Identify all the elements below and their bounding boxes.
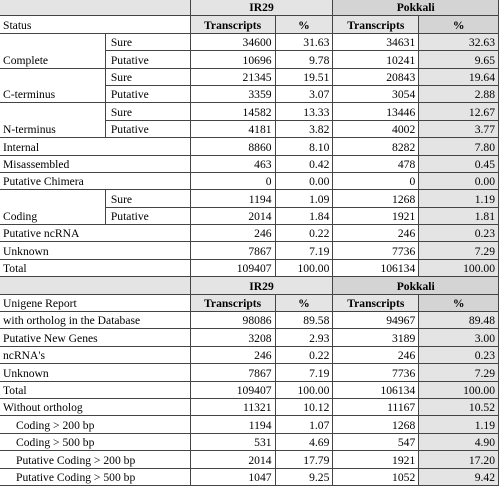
status-row bbox=[0, 138, 499, 155]
value-cell: 10696 bbox=[190, 51, 275, 68]
unigene-label: Putative Coding > 200 bp bbox=[0, 451, 190, 468]
value-cell: 34631 bbox=[333, 33, 419, 50]
status-row bbox=[0, 172, 499, 189]
status-row bbox=[0, 242, 499, 259]
value-cell: 9.25 bbox=[275, 468, 333, 485]
status-row bbox=[0, 103, 499, 120]
unigene-row bbox=[0, 381, 499, 398]
value-cell: 4002 bbox=[333, 120, 419, 137]
value-cell: 1047 bbox=[190, 468, 275, 485]
status-category: Complete bbox=[0, 33, 105, 68]
value-cell: 89.58 bbox=[275, 312, 333, 329]
value-cell: 13.33 bbox=[275, 103, 333, 120]
unigene-row bbox=[0, 398, 499, 415]
value-cell: 0.22 bbox=[275, 346, 333, 363]
value-cell: 246 bbox=[333, 225, 419, 242]
value-cell: 31.63 bbox=[275, 33, 333, 50]
top-group-header-pokkali: Pokkali bbox=[333, 0, 499, 16]
value-cell: 1921 bbox=[333, 207, 419, 224]
value-cell: 0.00 bbox=[275, 172, 333, 189]
status-row bbox=[0, 190, 499, 207]
value-cell: 100.00 bbox=[275, 381, 333, 398]
value-cell: 1194 bbox=[190, 416, 275, 433]
unigene-label: Without ortholog bbox=[0, 398, 190, 415]
value-cell: 7736 bbox=[333, 242, 419, 259]
top-col-header: Transcripts bbox=[190, 16, 275, 33]
unigene-label: Total bbox=[0, 381, 190, 398]
unigene-label: Unknown bbox=[0, 364, 190, 381]
top-col-header: % bbox=[275, 16, 333, 33]
status-subcategory: Putative bbox=[105, 120, 190, 137]
top-column-header-row bbox=[0, 16, 499, 33]
value-cell: 7867 bbox=[190, 364, 275, 381]
status-category: Unknown bbox=[0, 242, 190, 259]
top-blank-header-cell bbox=[0, 0, 190, 16]
top-group-header-row bbox=[0, 0, 499, 16]
value-cell: 11321 bbox=[190, 398, 275, 415]
value-cell: 20843 bbox=[333, 68, 419, 85]
value-cell: 7.19 bbox=[275, 242, 333, 259]
bottom-col-header: Transcripts bbox=[333, 294, 419, 311]
status-category: Putative Chimera bbox=[0, 172, 190, 189]
status-category: Misassembled bbox=[0, 155, 190, 172]
value-cell: 1.84 bbox=[275, 207, 333, 224]
value-cell: 246 bbox=[190, 225, 275, 242]
value-cell: 109407 bbox=[190, 259, 275, 276]
value-cell: 2014 bbox=[190, 451, 275, 468]
value-cell: 0.42 bbox=[275, 155, 333, 172]
value-cell: 3054 bbox=[333, 85, 419, 102]
value-cell: 246 bbox=[190, 346, 275, 363]
unigene-label: Coding > 200 bp bbox=[0, 416, 190, 433]
value-cell: 10241 bbox=[333, 51, 419, 68]
value-cell: 100.00 bbox=[275, 259, 333, 276]
status-label: Status bbox=[0, 16, 190, 33]
unigene-report-label: Unigene Report bbox=[0, 294, 190, 311]
value-cell: 89.48 bbox=[419, 312, 499, 329]
unigene-row bbox=[0, 312, 499, 329]
value-cell: 246 bbox=[333, 346, 419, 363]
status-row bbox=[0, 225, 499, 242]
unigene-row bbox=[0, 416, 499, 433]
value-cell: 100.00 bbox=[419, 259, 499, 276]
value-cell: 478 bbox=[333, 155, 419, 172]
value-cell: 9.78 bbox=[275, 51, 333, 68]
value-cell: 34600 bbox=[190, 33, 275, 50]
value-cell: 1052 bbox=[333, 468, 419, 485]
status-row bbox=[0, 155, 499, 172]
value-cell: 7.19 bbox=[275, 364, 333, 381]
value-cell: 3.77 bbox=[419, 120, 499, 137]
value-cell: 547 bbox=[333, 433, 419, 450]
bottom-blank-header-cell bbox=[0, 277, 190, 294]
value-cell: 8.10 bbox=[275, 138, 333, 155]
value-cell: 1268 bbox=[333, 416, 419, 433]
value-cell: 1921 bbox=[333, 451, 419, 468]
bottom-group-header-ir29: IR29 bbox=[190, 277, 333, 294]
value-cell: 4.90 bbox=[419, 433, 499, 450]
status-subcategory: Putative bbox=[105, 51, 190, 68]
value-cell: 2.88 bbox=[419, 85, 499, 102]
value-cell: 7.80 bbox=[419, 138, 499, 155]
value-cell: 32.63 bbox=[419, 33, 499, 50]
unigene-row bbox=[0, 433, 499, 450]
status-subcategory: Sure bbox=[105, 190, 190, 207]
status-subcategory: Putative bbox=[105, 85, 190, 102]
value-cell: 10.52 bbox=[419, 398, 499, 415]
unigene-row bbox=[0, 329, 499, 346]
value-cell: 94967 bbox=[333, 312, 419, 329]
value-cell: 1.07 bbox=[275, 416, 333, 433]
value-cell: 10.12 bbox=[275, 398, 333, 415]
value-cell: 1.09 bbox=[275, 190, 333, 207]
bottom-col-header: % bbox=[275, 294, 333, 311]
unigene-row bbox=[0, 451, 499, 468]
status-category: N-terminus bbox=[0, 103, 105, 138]
value-cell: 463 bbox=[190, 155, 275, 172]
status-category: Total bbox=[0, 259, 190, 276]
value-cell: 1.19 bbox=[419, 416, 499, 433]
status-subcategory: Sure bbox=[105, 103, 190, 120]
value-cell: 11167 bbox=[333, 398, 419, 415]
unigene-label: Putative Coding > 500 bp bbox=[0, 468, 190, 485]
status-subcategory: Sure bbox=[105, 33, 190, 50]
value-cell: 0.23 bbox=[419, 346, 499, 363]
value-cell: 17.79 bbox=[275, 451, 333, 468]
value-cell: 106134 bbox=[333, 381, 419, 398]
status-subcategory: Putative bbox=[105, 207, 190, 224]
unigene-label: Coding > 500 bp bbox=[0, 433, 190, 450]
top-group-header-ir29: IR29 bbox=[190, 0, 333, 16]
unigene-label: with ortholog in the Database bbox=[0, 312, 190, 329]
value-cell: 8282 bbox=[333, 138, 419, 155]
status-row bbox=[0, 259, 499, 276]
value-cell: 109407 bbox=[190, 381, 275, 398]
value-cell: 98086 bbox=[190, 312, 275, 329]
value-cell: 7.29 bbox=[419, 242, 499, 259]
status-row bbox=[0, 33, 499, 50]
value-cell: 3359 bbox=[190, 85, 275, 102]
value-cell: 0.00 bbox=[419, 172, 499, 189]
value-cell: 8860 bbox=[190, 138, 275, 155]
value-cell: 7867 bbox=[190, 242, 275, 259]
value-cell: 3208 bbox=[190, 329, 275, 346]
value-cell: 3.00 bbox=[419, 329, 499, 346]
top-col-header: Transcripts bbox=[333, 16, 419, 33]
value-cell: 1.19 bbox=[419, 190, 499, 207]
value-cell: 21345 bbox=[190, 68, 275, 85]
value-cell: 2014 bbox=[190, 207, 275, 224]
value-cell: 14582 bbox=[190, 103, 275, 120]
status-subcategory: Sure bbox=[105, 68, 190, 85]
value-cell: 0.23 bbox=[419, 225, 499, 242]
value-cell: 100.00 bbox=[419, 381, 499, 398]
value-cell: 0 bbox=[333, 172, 419, 189]
value-cell: 17.20 bbox=[419, 451, 499, 468]
unigene-row bbox=[0, 346, 499, 363]
value-cell: 3.07 bbox=[275, 85, 333, 102]
value-cell: 0 bbox=[190, 172, 275, 189]
status-category: Putative ncRNA bbox=[0, 225, 190, 242]
bottom-col-header: % bbox=[419, 294, 499, 311]
value-cell: 7.29 bbox=[419, 364, 499, 381]
unigene-row bbox=[0, 364, 499, 381]
value-cell: 0.22 bbox=[275, 225, 333, 242]
status-category: C-terminus bbox=[0, 68, 105, 103]
value-cell: 1.81 bbox=[419, 207, 499, 224]
value-cell: 4.69 bbox=[275, 433, 333, 450]
value-cell: 1194 bbox=[190, 190, 275, 207]
status-category: Coding bbox=[0, 190, 105, 225]
value-cell: 3189 bbox=[333, 329, 419, 346]
value-cell: 4181 bbox=[190, 120, 275, 137]
top-col-header: % bbox=[419, 16, 499, 33]
status-row bbox=[0, 68, 499, 85]
unigene-row bbox=[0, 468, 499, 485]
unigene-label: Putative New Genes bbox=[0, 329, 190, 346]
status-category: Internal bbox=[0, 138, 190, 155]
value-cell: 9.42 bbox=[419, 468, 499, 485]
value-cell: 13446 bbox=[333, 103, 419, 120]
value-cell: 1268 bbox=[333, 190, 419, 207]
bottom-col-header: Transcripts bbox=[190, 294, 275, 311]
value-cell: 7736 bbox=[333, 364, 419, 381]
value-cell: 9.65 bbox=[419, 51, 499, 68]
value-cell: 19.64 bbox=[419, 68, 499, 85]
value-cell: 19.51 bbox=[275, 68, 333, 85]
value-cell: 531 bbox=[190, 433, 275, 450]
value-cell: 0.45 bbox=[419, 155, 499, 172]
unigene-label: ncRNA's bbox=[0, 346, 190, 363]
value-cell: 12.67 bbox=[419, 103, 499, 120]
value-cell: 106134 bbox=[333, 259, 419, 276]
value-cell: 2.93 bbox=[275, 329, 333, 346]
bottom-group-header-pokkali: Pokkali bbox=[333, 277, 499, 294]
bottom-group-header-row bbox=[0, 277, 499, 294]
bottom-column-header-row bbox=[0, 294, 499, 311]
value-cell: 3.82 bbox=[275, 120, 333, 137]
